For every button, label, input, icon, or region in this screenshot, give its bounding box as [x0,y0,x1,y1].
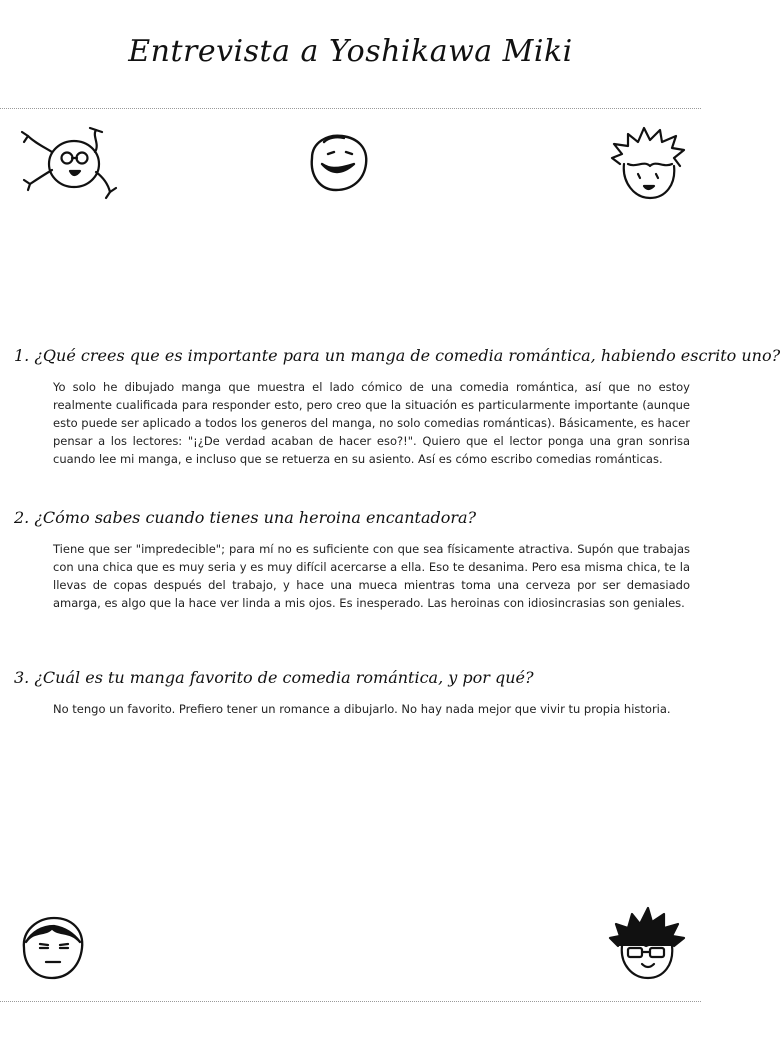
spiky-hair-glasses-boy-doodle-icon [606,906,686,984]
qa-item [14,508,690,612]
qa-item [14,346,780,468]
answer-paragraph: Tiene que ser "impredecible"; para mí no es suficiente con que sea físicamente atractiva. Supón que trabajas con una chica que es muy seria y es muy difícil acercarse a ella. Eso te desanima. Pero esa misma chica, te la llevas de copas después del trabajo, y hace una mueca mientras toma una cerveza por ser demasiado amarga, es algo que la hace ver linda a mis ojos. Es inesperado. Las heroinas con idiosincrasias son geniales. [53,542,690,610]
spiky-hair-boy-doodle-icon [606,124,686,204]
laughing-face-doodle-icon [302,130,374,196]
question-heading: 2. ¿Cómo sabes cuando tienes una heroina encantadora? [14,508,477,527]
bottom-dotted-divider [0,1001,701,1002]
question-heading: 1. ¿Qué crees que es importante para un manga de comedia romántica, habiendo escrito uno? [14,346,780,365]
answer-paragraph: Yo solo he dibujado manga que muestra el lado cómico de una comedia romántica, así que no estoy realmente cualificada para responder esto, pero creo que la situación es particularmente importante (aunque esto puede ser aplicado a todos los generos del manga, no solo comedias románticas). Básicamente, es hacer pensar a los lectores: "¡¿De verdad acaban de hacer eso?!". Quiero que el lector ponga una gran sonrisa cuando lee mi manga, e incluso que se retuerza en su asiento. Así es cómo escribo comedias románticas. [53,380,690,466]
answer-paragraph: No tengo un favorito. Prefiero tener un romance a dibujarlo. No hay nada mejor que vivir tu propia historia. [53,702,671,716]
qa-item [14,668,690,718]
top-dotted-divider [0,108,701,109]
page-title: Entrevista a Yoshikawa Miki [128,34,573,69]
bored-boy-doodle-icon [16,914,90,984]
question-heading: 3. ¿Cuál es tu manga favorito de comedia romántica, y por qué? [14,668,534,687]
girl-with-glasses-pigtails-doodle-icon [12,126,116,200]
